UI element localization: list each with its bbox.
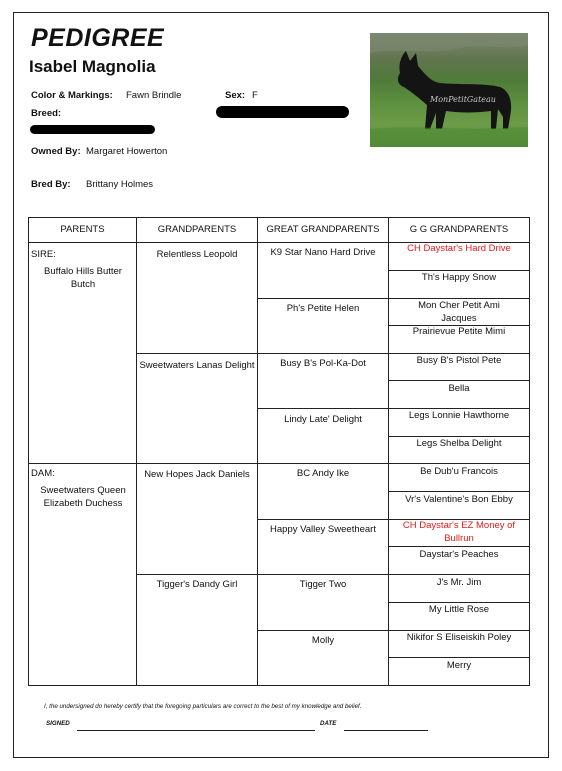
gg-grandparent-name: CH Daystar's EZ Money of Bullrun [402,520,516,544]
gg-grandparent-name: CH Daystar's Hard Drive [407,243,511,254]
certification-statement: I, the undersigned do hereby certify that the foregoing particulars are correct to the best of my knowledge and belief. [44,703,362,710]
row-divider [389,463,529,464]
great-grandparent-name: Tigger Two [299,579,347,590]
sex-label: Sex: [225,90,246,101]
great-grandparent-name: Ph's Petite Helen [286,303,360,314]
gg-grandparent-name: Daystar's Peaches [419,549,499,560]
column-divider [257,218,258,685]
row-divider [389,491,529,492]
sire-name: Buffalo Hills Butter Butch [44,266,122,290]
color-label: Color & Markings: [31,90,113,101]
row-divider [389,657,529,658]
gg-grandparent-name: Busy B's Pistol Pete [416,355,502,366]
great-grandparent-name: K9 Star Nano Hard Drive [270,247,376,258]
gg-grandparent-name: Vr's Valentine's Bon Ebby [405,494,513,505]
great-grandparent-name: BC Andy Ike [296,468,350,479]
page-title: PEDIGREE [31,24,165,52]
dam-name: Sweetwaters Queen Elizabeth Duchess [40,485,126,509]
signed-label: SIGNED [46,720,70,727]
row-divider [258,353,388,354]
header-great-grandparents: GREAT GRANDPARENTS [266,224,380,235]
row-divider [137,574,257,575]
gg-grandparent-name: Be Dub'u Francois [420,466,498,477]
column-divider [388,218,389,685]
great-grandparent-name: Molly [311,635,335,646]
row-divider [137,463,257,464]
redacted-field [216,106,349,118]
date-label: DATE [320,720,337,727]
great-grandparent-name: Busy B's Pol-Ka-Dot [280,358,366,369]
gg-grandparent-name: Bella [448,383,470,394]
great-grandparent-name: Lindy Late' Delight [284,414,362,425]
row-divider [258,630,388,631]
gg-grandparent-name: J's Mr. Jim [436,577,482,588]
row-divider [258,408,388,409]
sire-label: SIRE: [31,249,56,260]
photo-watermark: MonPetitGateau [430,95,496,104]
row-divider [258,298,388,299]
gg-grandparent-name: Legs Shelba Delight [416,438,502,449]
gg-grandparent-name: Th's Happy Snow [421,272,497,283]
header-gg-grandparents: G G GRANDPARENTS [409,224,509,235]
row-divider [389,574,529,575]
gg-grandparent-name: Prairievue Petite Mimi [412,326,506,337]
grandparent-name: New Hopes Jack Daniels [144,469,250,480]
date-line[interactable] [344,730,428,731]
row-divider [29,463,136,464]
great-grandparent-name: Happy Valley Sweetheart [270,524,376,535]
gg-grandparent-name: Legs Lonnie Hawthorne [408,410,510,421]
header-parents: PARENTS [60,224,105,235]
row-divider [258,574,388,575]
redacted-field [30,125,155,134]
gg-grandparent-name: Mon Cher Petit Ami Jacques [418,300,500,324]
row-divider [258,463,388,464]
row-divider [137,353,257,354]
dog-silhouette [370,33,528,147]
column-divider [136,218,137,685]
grandparent-name: Tigger's Dandy Girl [156,579,238,590]
dog-name: Isabel Magnolia [29,57,156,76]
grandparent-name: Relentless Leopold [156,249,238,260]
bred-value: Brittany Holmes [86,179,154,190]
header-grandparents: GRANDPARENTS [157,224,237,235]
sex-value: F [252,90,258,101]
row-divider [389,380,529,381]
bred-label: Bred By: [31,179,71,190]
row-divider [389,546,529,547]
owned-value: Margaret Howerton [86,146,168,157]
grandparent-name: Sweetwaters Lanas Delight [139,360,255,371]
breed-label: Breed: [31,108,62,119]
gg-grandparent-name: Merry [446,660,472,671]
dog-photo [370,33,528,147]
signature-line[interactable] [77,730,315,731]
gg-grandparent-name: Nikifor S Eliseiskih Poley [406,632,512,643]
color-value: Fawn Brindle [126,90,182,101]
gg-grandparent-name: My Little Rose [428,604,490,615]
row-divider [258,519,388,520]
pedigree-table [28,217,530,686]
owned-label: Owned By: [31,146,81,157]
dam-label: DAM: [31,468,55,479]
